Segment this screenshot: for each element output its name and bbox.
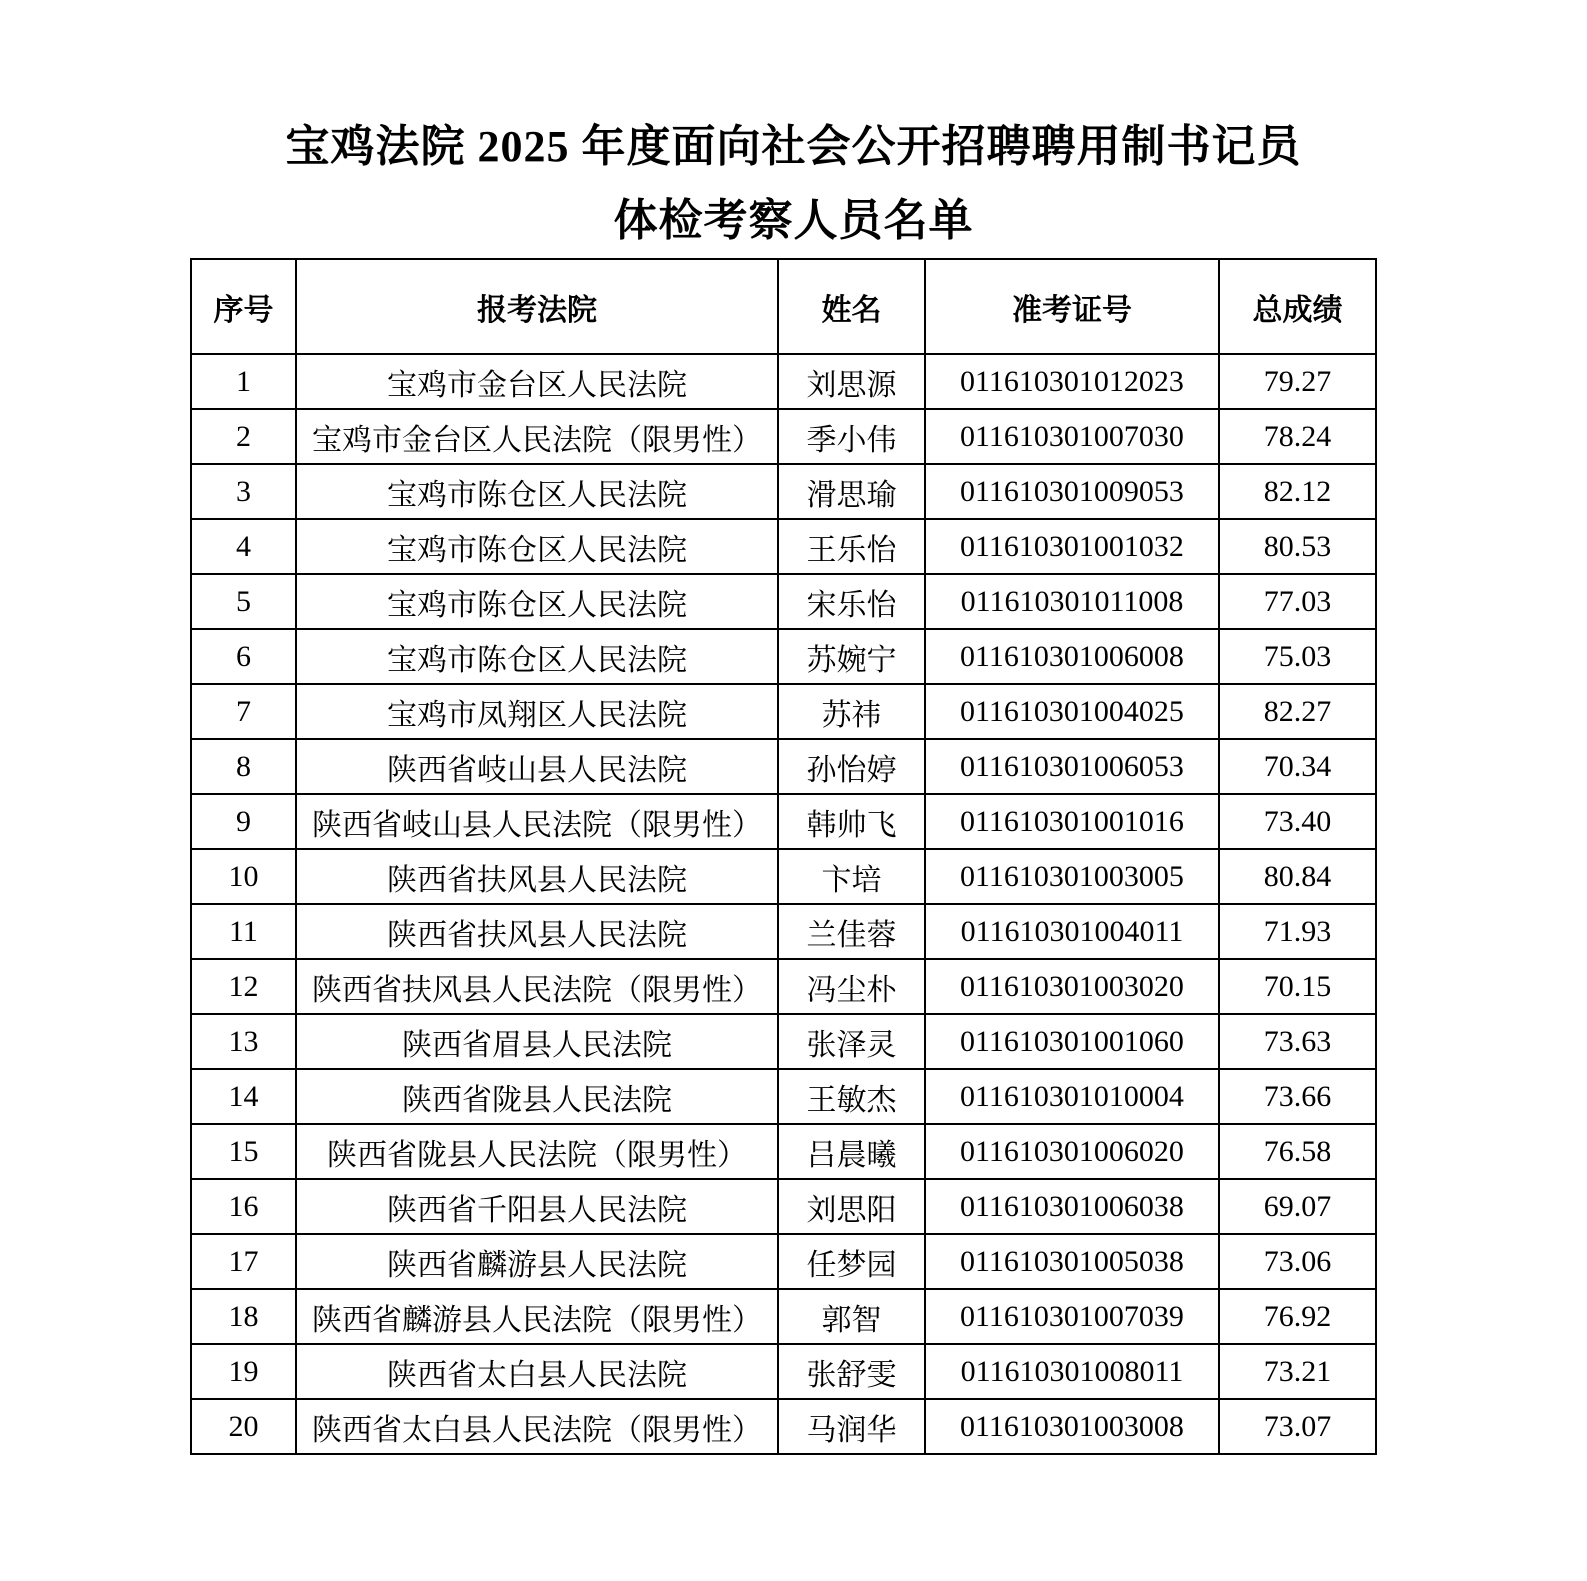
cell-score: 75.03 [1219,629,1376,684]
table-header-row [191,259,1376,354]
table-row [191,1124,1376,1179]
cell-court: 陕西省太白县人民法院（限男性） [296,1399,778,1454]
cell-ticket: 011610301007030 [925,409,1219,464]
cell-court: 陕西省扶风县人民法院 [296,849,778,904]
cell-index: 20 [191,1399,296,1454]
cell-score: 70.15 [1219,959,1376,1014]
cell-name: 张泽灵 [778,1014,925,1069]
cell-index: 4 [191,519,296,574]
document-title-line1: 宝鸡法院 2025 年度面向社会公开招聘聘用制书记员 [285,122,1302,171]
cell-score: 77.03 [1219,574,1376,629]
cell-court: 宝鸡市陈仓区人民法院 [296,519,778,574]
cell-ticket: 011610301004025 [925,684,1219,739]
cell-name: 张舒雯 [778,1344,925,1399]
cell-ticket: 011610301001016 [925,794,1219,849]
cell-court: 陕西省陇县人民法院（限男性） [296,1124,778,1179]
cell-index: 9 [191,794,296,849]
header-court: 报考法院 [296,259,778,354]
cell-ticket: 011610301003005 [925,849,1219,904]
table-row [191,629,1376,684]
cell-index: 10 [191,849,296,904]
cell-name: 吕晨曦 [778,1124,925,1179]
cell-court: 陕西省扶风县人民法院（限男性） [296,959,778,1014]
cell-score: 73.40 [1219,794,1376,849]
table-row [191,1179,1376,1234]
cell-score: 79.27 [1219,354,1376,409]
cell-ticket: 011610301012023 [925,354,1219,409]
cell-score: 80.84 [1219,849,1376,904]
header-name: 姓名 [778,259,925,354]
cell-index: 5 [191,574,296,629]
cell-score: 71.93 [1219,904,1376,959]
cell-ticket: 011610301008011 [925,1344,1219,1399]
cell-ticket: 011610301011008 [925,574,1219,629]
cell-score: 76.58 [1219,1124,1376,1179]
cell-score: 82.27 [1219,684,1376,739]
cell-score: 76.92 [1219,1289,1376,1344]
table-row [191,519,1376,574]
cell-ticket: 011610301001060 [925,1014,1219,1069]
cell-court: 陕西省眉县人民法院 [296,1014,778,1069]
cell-score: 69.07 [1219,1179,1376,1234]
cell-court: 陕西省千阳县人民法院 [296,1179,778,1234]
table-row [191,1289,1376,1344]
table-row [191,959,1376,1014]
cell-ticket: 011610301001032 [925,519,1219,574]
cell-name: 冯尘朴 [778,959,925,1014]
cell-court: 陕西省麟游县人民法院 [296,1234,778,1289]
table-row [191,1344,1376,1399]
cell-name: 韩帅飞 [778,794,925,849]
cell-score: 70.34 [1219,739,1376,794]
table-row [191,354,1376,409]
header-index: 序号 [191,259,296,354]
cell-ticket: 011610301007039 [925,1289,1219,1344]
cell-name: 兰佳蓉 [778,904,925,959]
cell-ticket: 011610301003008 [925,1399,1219,1454]
cell-ticket: 011610301006053 [925,739,1219,794]
cell-index: 14 [191,1069,296,1124]
cell-index: 15 [191,1124,296,1179]
cell-score: 73.66 [1219,1069,1376,1124]
table-row [191,1399,1376,1454]
table-body [191,354,1376,1454]
cell-ticket: 011610301004011 [925,904,1219,959]
cell-score: 80.53 [1219,519,1376,574]
cell-court: 陕西省太白县人民法院 [296,1344,778,1399]
table-row [191,464,1376,519]
cell-name: 苏婉宁 [778,629,925,684]
cell-name: 任梦园 [778,1234,925,1289]
header-ticket: 准考证号 [925,259,1219,354]
cell-index: 2 [191,409,296,464]
cell-score: 82.12 [1219,464,1376,519]
candidates-table [190,258,1377,1455]
cell-court: 宝鸡市陈仓区人民法院 [296,464,778,519]
cell-ticket: 011610301006008 [925,629,1219,684]
cell-ticket: 011610301009053 [925,464,1219,519]
cell-index: 1 [191,354,296,409]
cell-court: 宝鸡市凤翔区人民法院 [296,684,778,739]
table-row [191,739,1376,794]
cell-ticket: 011610301010004 [925,1069,1219,1124]
cell-score: 73.21 [1219,1344,1376,1399]
cell-score: 78.24 [1219,409,1376,464]
cell-name: 王敏杰 [778,1069,925,1124]
cell-name: 苏祎 [778,684,925,739]
cell-name: 宋乐怡 [778,574,925,629]
cell-name: 滑思瑜 [778,464,925,519]
cell-index: 13 [191,1014,296,1069]
cell-index: 17 [191,1234,296,1289]
cell-name: 马润华 [778,1399,925,1454]
cell-score: 73.06 [1219,1234,1376,1289]
cell-court: 宝鸡市陈仓区人民法院 [296,629,778,684]
cell-court: 陕西省岐山县人民法院（限男性） [296,794,778,849]
table-row [191,409,1376,464]
cell-index: 11 [191,904,296,959]
cell-ticket: 011610301005038 [925,1234,1219,1289]
cell-name: 孙怡婷 [778,739,925,794]
table-row [191,574,1376,629]
document-title [0,0,1587,258]
cell-name: 郭智 [778,1289,925,1344]
cell-court: 陕西省岐山县人民法院 [296,739,778,794]
cell-index: 7 [191,684,296,739]
table-row [191,1069,1376,1124]
cell-court: 陕西省陇县人民法院 [296,1069,778,1124]
cell-index: 18 [191,1289,296,1344]
table-row [191,1014,1376,1069]
cell-index: 12 [191,959,296,1014]
cell-name: 王乐怡 [778,519,925,574]
cell-name: 季小伟 [778,409,925,464]
cell-name: 刘思阳 [778,1179,925,1234]
cell-court: 陕西省麟游县人民法院（限男性） [296,1289,778,1344]
cell-ticket: 011610301003020 [925,959,1219,1014]
cell-name: 刘思源 [778,354,925,409]
cell-index: 6 [191,629,296,684]
cell-ticket: 011610301006020 [925,1124,1219,1179]
table-row [191,849,1376,904]
table-row [191,904,1376,959]
header-score: 总成绩 [1219,259,1376,354]
document-title-line2: 体检考察人员名单 [613,196,974,245]
cell-index: 19 [191,1344,296,1399]
cell-index: 3 [191,464,296,519]
cell-ticket: 011610301006038 [925,1179,1219,1234]
cell-index: 16 [191,1179,296,1234]
cell-index: 8 [191,739,296,794]
cell-score: 73.07 [1219,1399,1376,1454]
cell-court: 陕西省扶风县人民法院 [296,904,778,959]
table-row [191,684,1376,739]
table-row [191,1234,1376,1289]
cell-court: 宝鸡市陈仓区人民法院 [296,574,778,629]
table-row [191,794,1376,849]
cell-court: 宝鸡市金台区人民法院 [296,354,778,409]
cell-name: 卞培 [778,849,925,904]
cell-court: 宝鸡市金台区人民法院（限男性） [296,409,778,464]
cell-score: 73.63 [1219,1014,1376,1069]
